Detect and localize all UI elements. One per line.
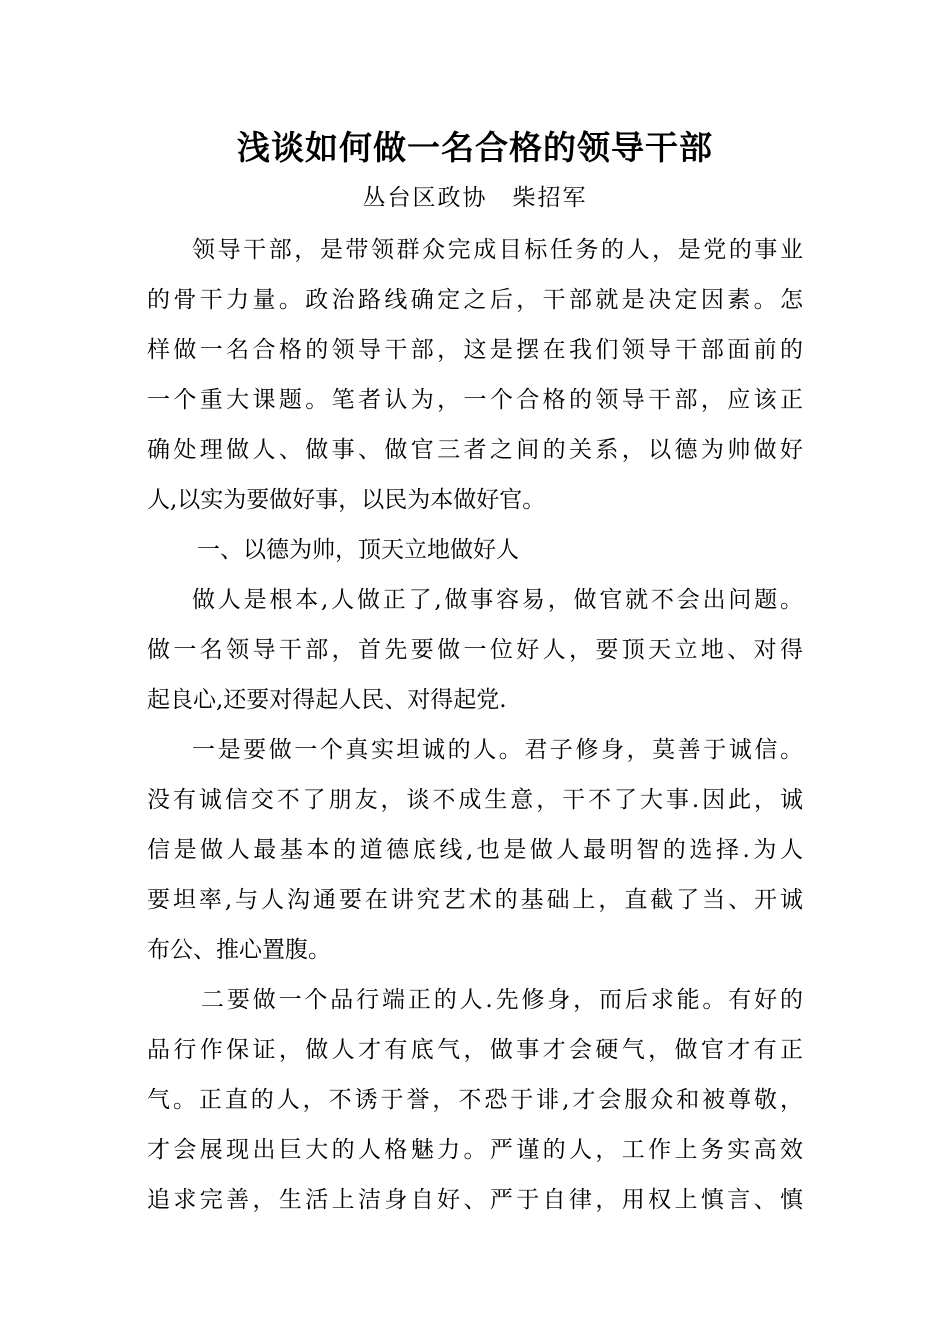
body-line: 确处理做人、做事、做官三者之间的关系，以德为帅做好 (147, 437, 803, 463)
body-line: 要坦率,与人沟通要在讲究艺术的基础上，直截了当、开诚 (147, 887, 803, 913)
body-line: 起良心,还要对得起人民、对得起党. (147, 687, 507, 713)
author-line: 丛台区政协 柴招军 (362, 185, 588, 211)
body-line: 的骨干力量。政治路线确定之后，干部就是决定因素。怎 (147, 287, 803, 313)
body-line: 没有诚信交不了朋友，谈不成生意，干不了大事.因此，诚 (147, 787, 803, 813)
body-line: 一是要做一个真实坦诚的人。君子修身，莫善于诚信。 (192, 737, 803, 763)
body-line: 品行作保证，做人才有底气，做事才会硬气，做官才有正 (147, 1037, 803, 1063)
body-line: 做人是根本,人做正了,做事容易，做官就不会出问题。 (192, 587, 803, 613)
body-line: 追求完善，生活上洁身自好、严于自律，用权上慎言、慎 (147, 1187, 803, 1213)
body-line: 做一名领导干部，首先要做一位好人，要顶天立地、对得 (147, 637, 803, 663)
body-line: 信是做人最基本的道德底线,也是做人最明智的选择.为人 (147, 837, 803, 863)
body-line: 一个重大课题。笔者认为，一个合格的领导干部，应该正 (147, 387, 803, 413)
body-line: 领导干部，是带领群众完成目标任务的人，是党的事业 (192, 237, 803, 263)
body-line: 人,以实为要做好事，以民为本做好官。 (147, 487, 546, 513)
section-heading: 一、以德为帅，顶天立地做好人 (197, 537, 519, 563)
body-line: 二要做一个品行端正的人.先修身，而后求能。有好的 (201, 987, 803, 1013)
body-line: 样做一名合格的领导干部，这是摆在我们领导干部面前的 (147, 337, 803, 363)
document-title: 浅谈如何做一名合格的领导干部 (237, 128, 713, 167)
body-line: 气。正直的人，不诱于誉，不恐于诽,才会服众和被尊敬， (147, 1087, 803, 1113)
body-line: 才会展现出巨大的人格魅力。严谨的人，工作上务实高效 (147, 1137, 803, 1163)
body-line: 布公、推心置腹。 (147, 937, 331, 963)
